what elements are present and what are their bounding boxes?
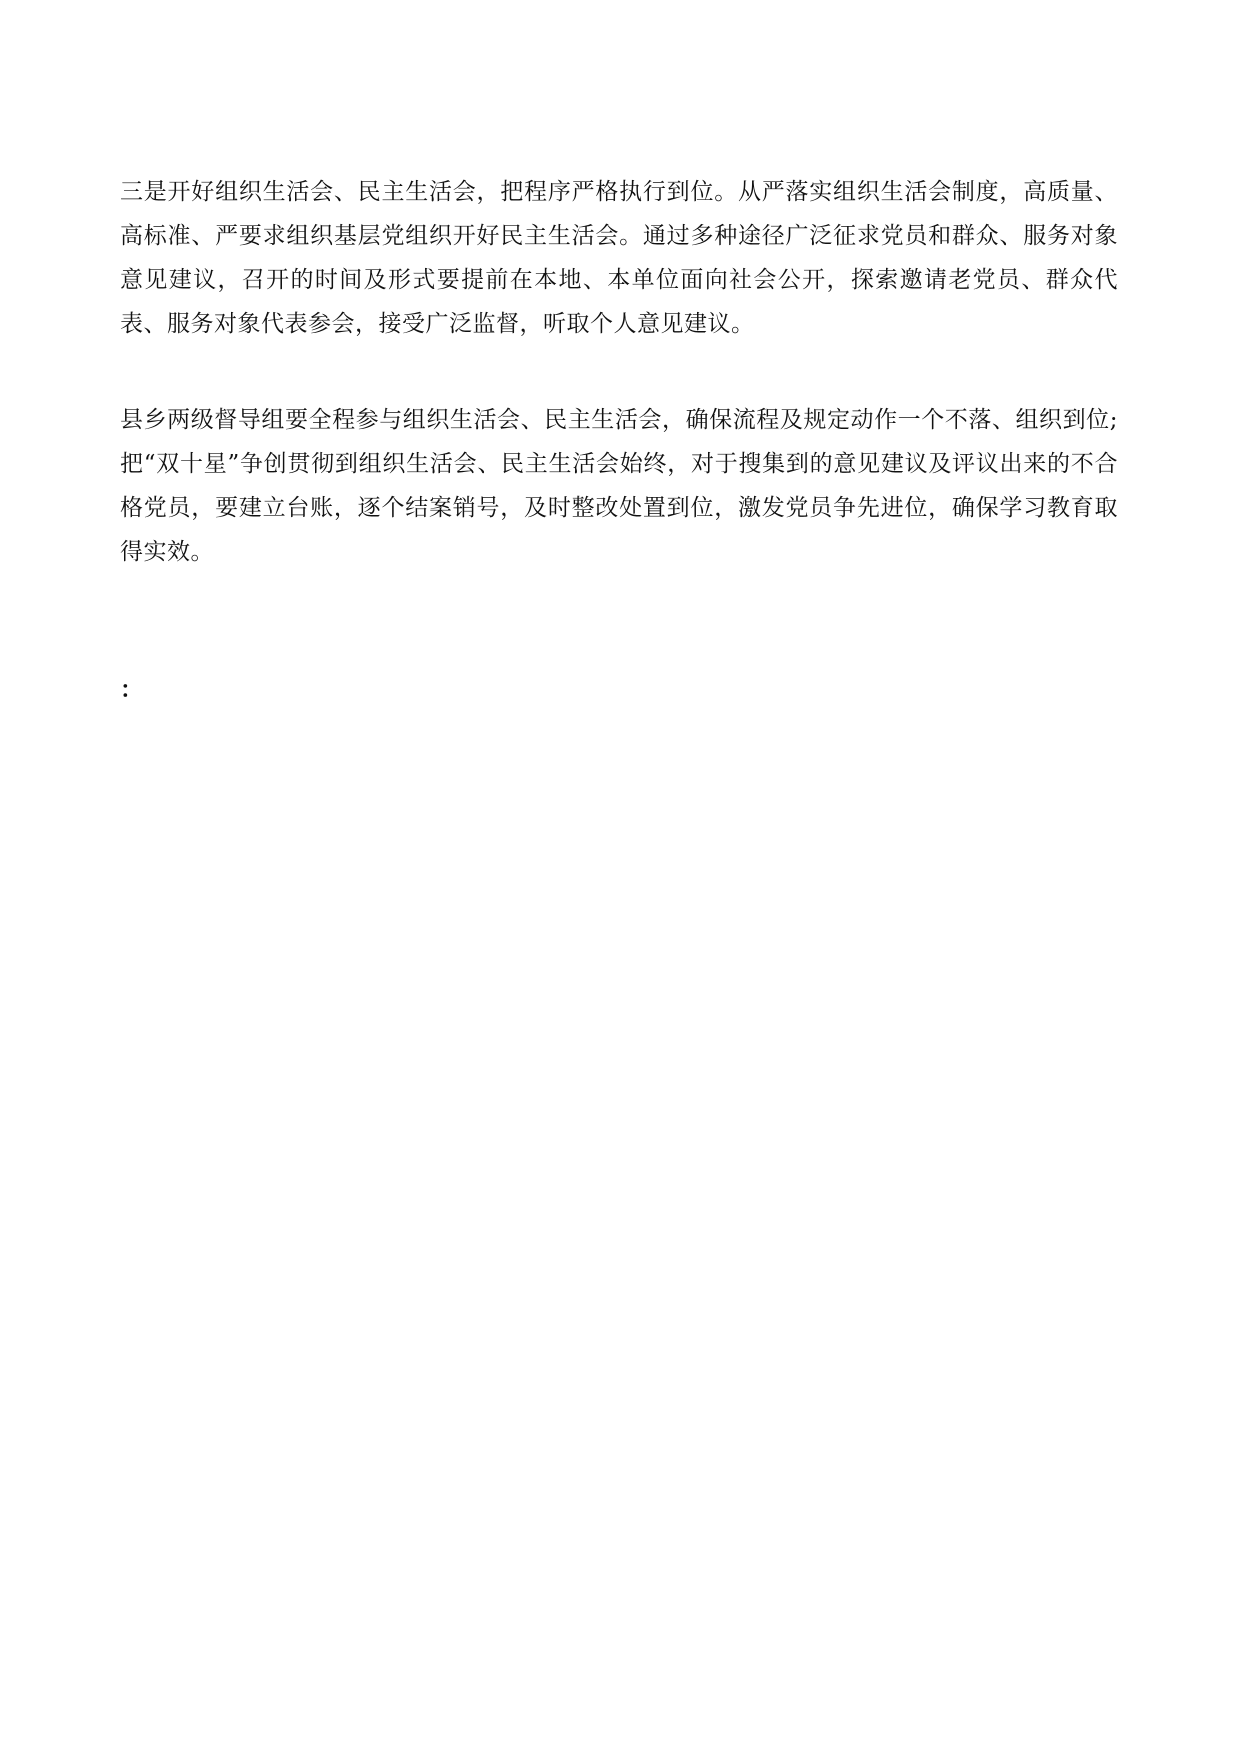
- paragraph-organizational-meetings: 三是开好组织生活会、民主生活会，把程序严格执行到位。从严落实组织生活会制度，高质量、高标准、严要求组织基层党组织开好民主生活会。通过多种途径广泛征求党员和群众、服务对象意见建议，召开的时间及形式要提前在本地、本单位面向社会公开，探索邀请老党员、群众代表、服务对象代表参会，接受广泛监督，听取个人意见建议。: [120, 179, 1118, 337]
- trailing-colon: ：: [120, 676, 143, 703]
- paragraph-supervision-groups: 县乡两级督导组要全程参与组织生活会、民主生活会，确保流程及规定动作一个不落、组织到位;把“双十星”争创贯彻到组织生活会、民主生活会始终，对于搜集到的意见建议及评议出来的不合格党员，要建立台账，逐个结案销号，及时整改处置到位，激发党员争先进位，确保学习教育取得实效。: [120, 407, 1118, 565]
- document-body: [120, 170, 1118, 574]
